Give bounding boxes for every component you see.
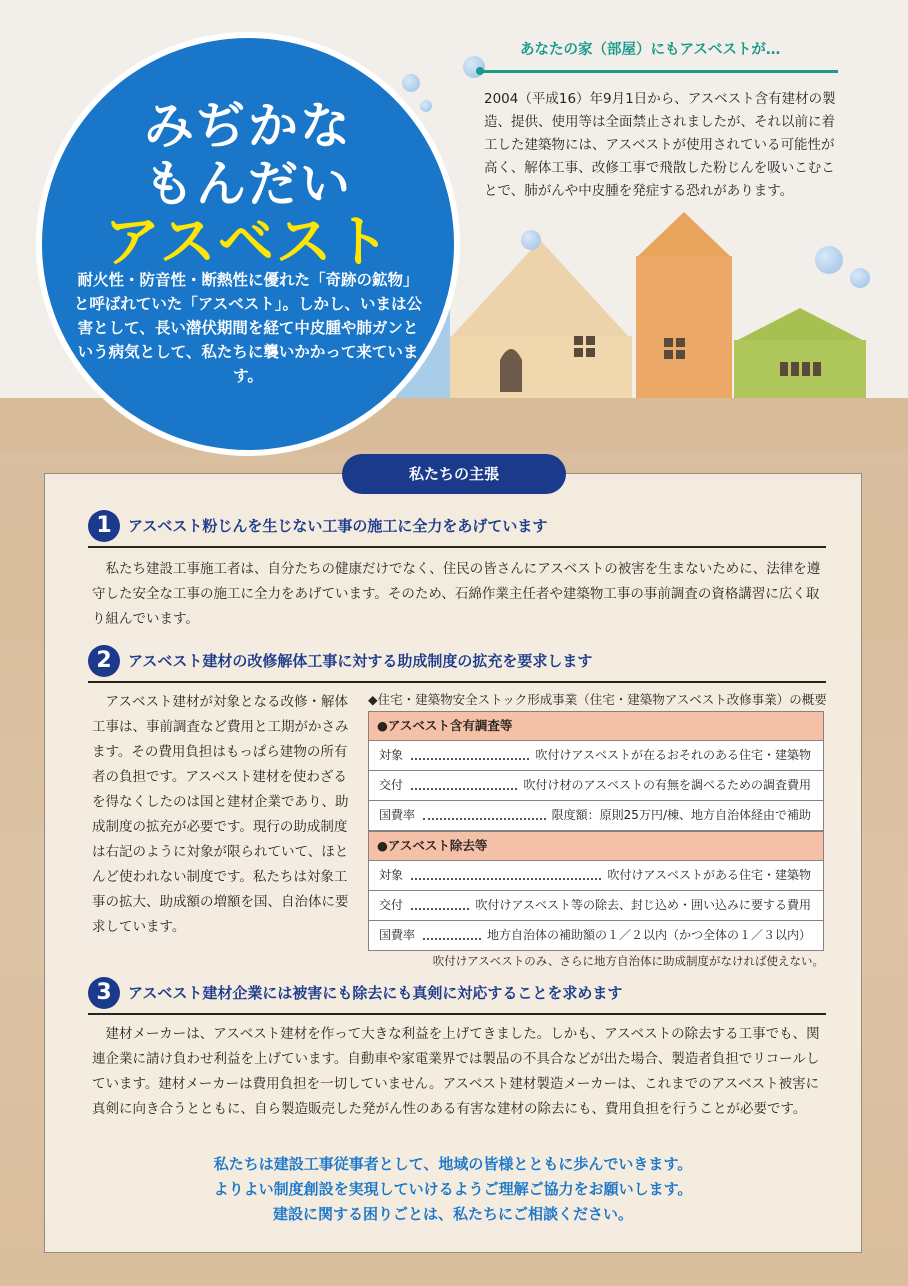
row-value: 吹付けアスベストがある住宅・建築物: [607, 868, 811, 882]
subsidy-group-header: ●アスベスト含有調査等: [369, 712, 823, 741]
subsidy-row: [369, 801, 823, 831]
subsidy-row: [369, 861, 823, 891]
row-value: 吹付け材のアスベストの有無を調べるための調査費用: [523, 778, 811, 792]
dot-leader: [411, 861, 601, 880]
section-3-header: [88, 977, 826, 1013]
subsidy-row: [369, 921, 823, 950]
section-title: アスベスト建材の改修解体工事に対する助成制度の拡充を要求します: [128, 652, 593, 670]
subsidy-row: [369, 741, 823, 771]
section-title: アスベスト建材企業には被害にも除去にも真剣に対応することを求めます: [128, 984, 623, 1002]
dot-leader: [411, 891, 469, 910]
section-3-text: 建材メーカーは、アスベスト建材を作って大きな利益を上げてきました。しかも、アスベストの除去する工事でも、関連企業に請け負わせ利益を上げています。自動車や家電業界では製品の不具合などが出た場合、製造者負担でリコールしています。建材メーカーは費用負担を一切していません。アスベスト建材製造メーカーは、これまでのアスベスト被害に真剣に向き合うとともに、自ら製造販売した発がん性のある有害な建材の除去にも、費用負担を行うことが必要です。: [92, 1026, 820, 1117]
claims-badge: 私たちの主張: [342, 454, 566, 494]
closing-message: [44, 1152, 862, 1227]
closing-line-1: 私たちは建設工事従事者として、地域の皆様とともに歩んでいきます。: [213, 1155, 693, 1173]
section-title: アスベスト粉じんを生じない工事の施工に全力をあげています: [128, 517, 548, 535]
subsidy-group-header: ●アスベスト除去等: [369, 831, 823, 861]
row-label: 対象: [379, 868, 404, 882]
section-number-badge: 3: [88, 977, 120, 1009]
bubble-decoration: [521, 230, 541, 250]
row-label: 交付: [379, 778, 404, 792]
intro-divider: [482, 70, 838, 73]
bubble-decoration: [815, 246, 843, 274]
section-divider: [88, 546, 826, 548]
dot-leader: [411, 771, 517, 790]
section-1-text: 私たち建設工事施工者は、自分たちの健康だけでなく、住民の皆さんにアスベストの被害を生まないために、法律を遵守した安全な工事の施工に全力をあげています。そのため、石綿作業主任者や建築物工事の事前調査の資格講習に広く取り組んでいます。: [92, 561, 821, 627]
row-label: 国費率: [379, 808, 416, 822]
subsidy-note: 吹付けアスベストのみ、さらに地方自治体に助成制度がなければ使えない。: [432, 954, 824, 968]
subsidy-table: [368, 711, 824, 951]
subsidy-row: [369, 891, 823, 921]
title-circle: [42, 38, 454, 450]
section-divider: [88, 1013, 826, 1015]
row-value: 吹付けアスベスト等の除去、封じ込め・囲い込みに要する費用: [475, 898, 811, 912]
subsidy-row: [369, 771, 823, 801]
section-1-header: [88, 510, 826, 546]
closing-line-2: よりよい制度創設を実現していけるようご理解ご協力をお願いします。: [213, 1180, 693, 1198]
hero-section: [0, 0, 908, 450]
dot-leader: [423, 801, 546, 820]
section-divider: [88, 681, 826, 683]
section-number-badge: 1: [88, 510, 120, 542]
title-line-1: みぢかな: [144, 97, 352, 155]
dot-leader: [411, 741, 529, 760]
section-2-text: アスベスト建材が対象となる改修・解体工事は、事前調査など費用と工期がかさみます。その費用負担はもっぱら建物の所有者の負担です。アスベスト建材を使わざるを得なくしたのは国と建材企業であり、助成制度の拡充が必要です。現行の助成制度は右記のように対象が限られていて、ほとんど使われない制度です。私たちは対象工事の拡大、助成額の増額を国、自治体に要求しています。: [92, 694, 349, 935]
section-number-badge: 2: [88, 645, 120, 677]
row-value: 地方自治体の補助額の１／２以内（かつ全体の１／３以内）: [486, 928, 811, 942]
closing-line-3: 建設に関する困りごとは、私たちにご相談ください。: [272, 1205, 633, 1223]
intro-title: あなたの家（部屋）にもアスベストが…: [520, 42, 781, 58]
row-label: 交付: [379, 898, 404, 912]
title-line-3: アスベスト: [104, 210, 392, 275]
section-2-header: [88, 645, 826, 681]
row-label: 国費率: [379, 928, 416, 942]
intro-text: 2004（平成16）年9月1日から、アスベスト含有建材の製造、提供、使用等は全面禁止されましたが、それ以前に着工した建築物には、アスベストが使用されている可能性が高く、解体工事、改修工事で飛散した粉じんを吸いこむことで、肺がんや中皮腫を発症する恐れがあります。: [484, 91, 836, 199]
bubble-decoration: [850, 268, 870, 288]
row-label: 対象: [379, 748, 404, 762]
subsidy-table-title: ◆住宅・建築物安全ストック形成事業（住宅・建築物アスベスト改修事業）の概要: [368, 692, 827, 707]
dot-leader: [423, 921, 481, 940]
row-value: 限度額：原則25万円/棟、地方自治体経由で補助: [551, 808, 811, 822]
title-line-2: もんだい: [144, 155, 352, 213]
hero-description: 耐火性・防音性・断熱性に優れた「奇跡の鉱物」と呼ばれていた「アスベスト」。しかし、いまは公害として、長い潜伏期間を経て中皮腫や肺ガンという病気として、私たちに襲いかかって来ています。: [73, 271, 423, 385]
row-value: 吹付けアスベストが在るおそれのある住宅・建築物: [535, 748, 811, 762]
